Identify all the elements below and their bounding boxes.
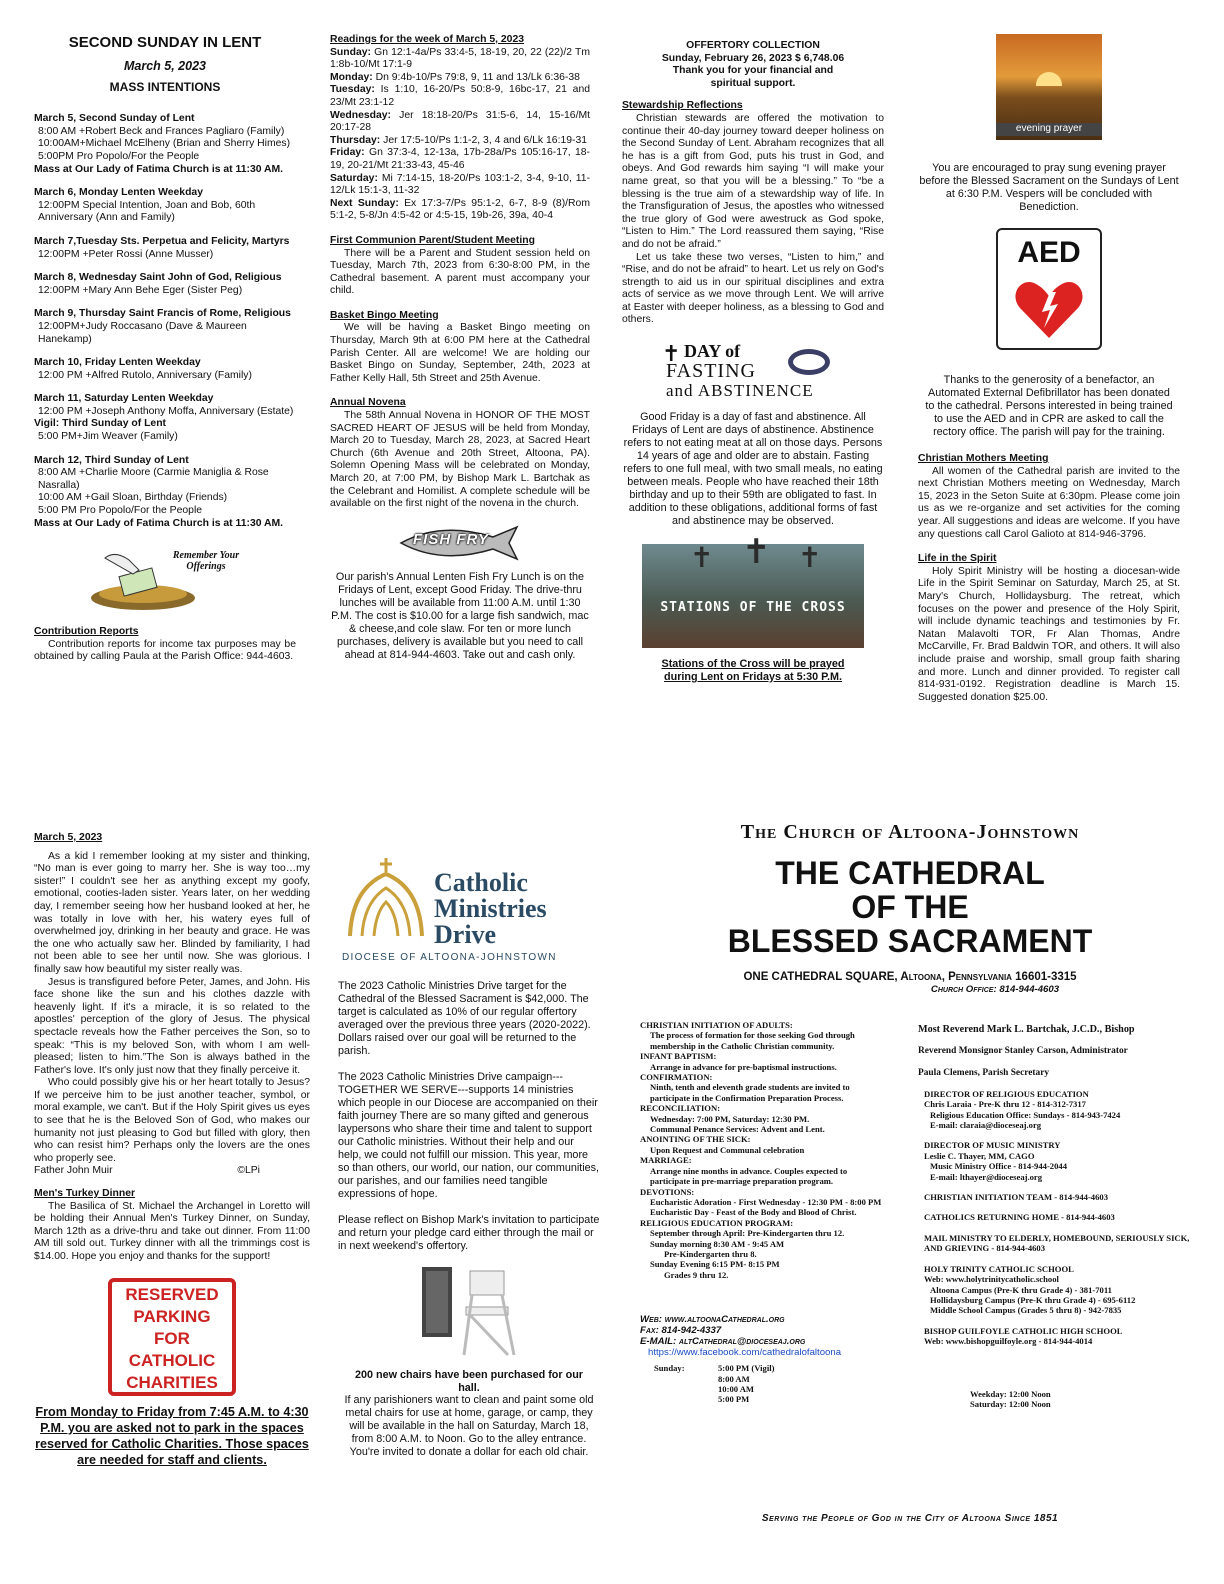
heart-icon bbox=[1014, 278, 1084, 340]
reading-entry bbox=[330, 173, 590, 198]
cathedral-title-2: OF THE bbox=[851, 889, 969, 925]
email-link[interactable]: E-MAIL: altCathedral@dioceseaj.org bbox=[640, 1336, 806, 1348]
readings-heading: Readings for the week of March 5, 2023 bbox=[330, 34, 525, 45]
sacrament-detail: Communal Penance Services: Advent and Lent. bbox=[650, 1124, 825, 1135]
cover-footer: Serving the People of God in the City of Altoona Since 1851 bbox=[761, 1513, 1059, 1524]
fatima-mass-note: Mass at Our Lady of Fatima Church is at 11:30 AM. bbox=[34, 163, 284, 175]
ministry-entry bbox=[924, 1233, 1190, 1254]
cross-icon: ✝ bbox=[798, 542, 822, 574]
mass-intention: 8:00 AM +Robert Beck and Frances Pagliaro (Family) bbox=[38, 125, 285, 137]
evening-prayer-text: You are encouraged to pray sung evening prayer before the Blessed Sacrament on the Sundays of Lent at 6:30 P.M. Vespers will be concluded with Benediction. bbox=[919, 162, 1179, 213]
sunday-mass-time: 5:00 PM bbox=[718, 1394, 750, 1405]
christian-mothers-text: All women of the Cathedral parish are invited to the next Christian Mothers meeting on Wednesday, March 15, 2023 in the Seton Suite at 6:30pm. Please come join us as we re-organize and set activities for the coming year. All suggestions and ideas are welcome. If you have any questions call Carol Galioto at 814-946-3796. bbox=[918, 465, 1180, 540]
offerings-illustration bbox=[85, 546, 245, 616]
christian-mothers-heading: Christian Mothers Meeting bbox=[918, 453, 1049, 464]
church-office-phone: Church Office: 814-944-4603 bbox=[930, 984, 1060, 995]
annual-novena-text: The 58th Annual Novena in HONOR OF THE MOST SACRED HEART OF JESUS will be held from Monday, March 20 to Tuesday, March 28, 2023, at Sacred Heart Church (6th Avenue and 20th Street, Altoona, PA). Solemn Opening Mass will be celebrated on Monday, March 20, at 7:00 PM, by Bishop Mark L. Bartchak as the Celebrant and Homilist. A complete schedule will be available on the first night of the novena in the church. bbox=[330, 410, 590, 510]
chairs-heading: 200 new chairs have been purchased for our hall. bbox=[354, 1369, 584, 1394]
ministry-entry bbox=[924, 1089, 1190, 1131]
cross-icon: ✝ bbox=[690, 542, 714, 574]
logo-diocese: DIOCESE OF ALTOONA-JOHNSTOWN bbox=[342, 952, 557, 963]
folding-chairs-image bbox=[414, 1261, 524, 1357]
stewardship-text-2: Let us take these two verses, “Listen to him,” and “Rise, and do not be afraid” to heart. Let us rely on God's strength to aid us in our spiritual disciplines and extra acts of service as we move through Lent. We will arrive at Easter with deeper holiness, as a blessing to God and others. bbox=[622, 251, 884, 326]
ministry-detail: Middle School Campus (Grades 5 thru 8) - 942-7835 bbox=[930, 1305, 1122, 1316]
cross-icon: ✝ bbox=[662, 341, 681, 367]
ministry-detail: Web: www.bishopguilfoyle.org - 814-944-4014 bbox=[924, 1336, 1093, 1347]
sacrament-detail: Wednesday: 7:00 PM, Saturday: 12:30 PM. bbox=[650, 1113, 810, 1124]
fasting-abstinence-logo bbox=[638, 339, 868, 405]
contribution-reports-text: Contribution reports for income tax purposes may be obtained by calling Paula at the Parish Office: 944-4603. bbox=[34, 638, 296, 663]
mass-intention: 5:00PM Pro Popolo/For the People bbox=[38, 150, 200, 162]
sacrament-heading: MARRIAGE: bbox=[640, 1155, 692, 1166]
mass-day-heading: March 12, Third Sunday of Lent bbox=[34, 454, 189, 466]
reading-citation: Mi 7:14-15, 18-20/Ps 103:1-2, 3-4, 9-10, 11-12/Lk 15:1-3, 11-32 bbox=[330, 172, 590, 197]
sacrament-heading: CONFIRMATION: bbox=[640, 1072, 713, 1083]
mass-intentions-heading: MASS INTENTIONS bbox=[109, 79, 221, 94]
ministry-detail: E-mail: claraia@dioceseaj.org bbox=[930, 1120, 1042, 1131]
fasting-logo-day: DAY of bbox=[684, 341, 741, 362]
sacrament-detail: membership in the Catholic Christian community. bbox=[650, 1040, 835, 1051]
mass-intention: 12:00 PM +Joseph Anthony Moffa, Anniversary (Estate) bbox=[38, 405, 294, 417]
sacrament-detail: Grades 9 thru 12. bbox=[664, 1269, 729, 1280]
sacraments-list bbox=[640, 1020, 920, 1280]
website-link[interactable]: Web: www.altoonaCathedral.org bbox=[640, 1314, 785, 1326]
weekday-mass: Weekday: 12:00 Noon bbox=[970, 1388, 1051, 1399]
ministry-heading: DIRECTOR OF MUSIC MINISTRY bbox=[924, 1140, 1061, 1151]
mass-day bbox=[34, 357, 296, 382]
reserved-parking-sign bbox=[108, 1278, 236, 1396]
evening-prayer-caption: evening prayer bbox=[996, 123, 1102, 136]
bishop-name: Most Reverend Mark L. Bartchak, J.C.D., Bishop bbox=[918, 1024, 1135, 1035]
sunday-mass-time: 10:00 AM bbox=[718, 1383, 755, 1394]
sacrament-detail: Pre-Kindergarten thru 8. bbox=[664, 1248, 757, 1259]
offertory-column bbox=[622, 40, 884, 683]
contact-block bbox=[640, 1314, 920, 1359]
fasting-text: Good Friday is a day of fast and abstinence. All Fridays of Lent are days of abstinence. Abstinence refers to not eating meat at all on those days. Persons 14 years of age and older are to abstain. Fasting refers to one full meal, with two small meals, no eating between meals. People who have reached their 18th birthday and up to their 59th are obligated to fast. In addition to these obligations, additional forms of fast and abstinence may be observed. bbox=[623, 411, 883, 528]
ministry-directory bbox=[918, 1089, 1190, 1347]
reading-entry bbox=[330, 198, 590, 223]
chairs-text: If any parishioners want to clean and paint some old metal chairs for use at home, garage, or camp, they will be available in the hall on Saturday, March 18, from 8:00 A.M. to Noon. Go to the alley entrance. You're invited to donate a dollar for each old chair. bbox=[344, 1394, 594, 1459]
mass-day bbox=[34, 393, 296, 443]
reflection-date: March 5, 2023 bbox=[34, 832, 103, 843]
reading-citation: Jer 17:5-10/Ps 1:1-2, 3, 4 and 6/Lk 16:19-31 bbox=[383, 134, 588, 146]
sacrament-heading: RELIGIOUS EDUCATION PROGRAM: bbox=[640, 1217, 794, 1228]
catholic-ministries-drive-logo bbox=[338, 856, 600, 964]
sacrament-heading: RECONCILIATION: bbox=[640, 1103, 721, 1114]
ministry-heading: CHRISTIAN INITIATION TEAM - 814-944-4603 bbox=[924, 1192, 1108, 1203]
reading-citation: Is 1:10, 16-20/Ps 50:8-9, 16bc-17, 21 and 23/Mt 23:1-12 bbox=[330, 84, 590, 108]
ministry-entry bbox=[924, 1264, 1190, 1316]
mass-intention: 12:00PM +Peter Rossi (Anne Musser) bbox=[38, 248, 214, 260]
evening-prayer-image bbox=[996, 34, 1102, 140]
mass-day-heading: March 5, Second Sunday of Lent bbox=[34, 113, 195, 125]
reading-day: Friday: bbox=[330, 147, 365, 159]
mass-day-heading: March 8, Wednesday Saint John of God, Religious bbox=[34, 272, 282, 284]
mass-intention: 10:00 AM +Gail Sloan, Birthday (Friends) bbox=[38, 492, 228, 504]
ministry-entry bbox=[924, 1192, 1190, 1202]
offerings-caption: Remember Your Offerings bbox=[172, 550, 240, 573]
aed-text: Thanks to the generosity of a benefactor, an Automated External Defibrillator has been donated to the cathedral. Persons interested in being trained to use the AED and in CPR are asked to call the rectory office. The parish will pay for the training. bbox=[925, 374, 1173, 438]
stations-image-caption: STATIONS OF THE CROSS bbox=[660, 600, 846, 616]
reflection-text-1: As a kid I remember looking at my sister and thinking, “No man is ever going to marry her. She is way too…my sister!” I couldn't see her as anything except my goofy, emotional, cooties-laden sister. Years later, on her wedding day, I remember seeing how her husband looked at her, he was totally in love with her, his watery eyes full of overwhelmed joy, drinking in her beauty and grace. He was the one who actually saw her. Blinded by familiarity, I had not been able to see her until now. She was glorious. I finally saw how beautiful my sister really was. bbox=[34, 850, 310, 975]
ministry-heading: DIRECTOR OF RELIGIOUS EDUCATION bbox=[924, 1088, 1089, 1099]
church-name: The Church of Altoona-Johnstown bbox=[740, 821, 1080, 843]
stewardship-heading: Stewardship Reflections bbox=[622, 100, 743, 112]
ministry-heading: BISHOP GUILFOYLE CATHOLIC HIGH SCHOOL bbox=[924, 1325, 1123, 1336]
parking-notice: From Monday to Friday from 7:45 A.M. to 4:30 P.M. you are asked not to park in the spaces reserved for Catholic Charities. Those spaces are needed for staff and clients. bbox=[35, 1404, 309, 1467]
mass-day-heading: March 6, Monday Lenten Weekday bbox=[34, 187, 203, 199]
reading-day: Tuesday: bbox=[330, 84, 375, 96]
reading-citation: Ex 17:3-7/Ps 95:1-2, 6-7, 8-9 (8)/Rom 5:1-2, 5-8/Jn 4:5-42 or 4:5-15, 19b-26, 39a, 40-4 bbox=[330, 197, 590, 222]
basket-bingo-text: We will be having a Basket Bingo meeting on Thursday, March 9th at 6:00 PM here at the Cathedral Parish Center. All are welcome! We are holding our Basket Bingo on Sunday, September, 24th, 2023 at Father Kelly Hall, 5th Street and 25th Avenue. bbox=[330, 322, 590, 384]
mass-day-heading: March 10, Friday Lenten Weekday bbox=[34, 357, 201, 369]
reading-entry bbox=[330, 72, 590, 85]
stations-text: Stations of the Cross will be prayed during Lent on Fridays at 5:30 P.M. bbox=[661, 658, 845, 683]
logo-line-2: Ministries bbox=[434, 894, 547, 923]
stations-of-the-cross-image bbox=[642, 533, 864, 648]
cathedral-address: ONE CATHEDRAL SQUARE, Altoona, Pennsylvania 16601-3315 bbox=[743, 971, 1077, 983]
reading-citation: Dn 9:4b-10/Ps 79:8, 9, 11 and 13/Lk 6:36-38 bbox=[375, 71, 580, 83]
drive-text-1: The 2023 Catholic Ministries Drive target for the Cathedral of the Blessed Sacrament is $42,000. The target is calculated as 10% of our regular offertory averaged over the previous three years (2020-2022). Dollars raised over our goal will be returned to the parish. bbox=[338, 980, 591, 1057]
reading-day: Next Sunday: bbox=[330, 197, 399, 209]
mass-intention: 5:00 PM Pro Popolo/For the People bbox=[38, 505, 203, 517]
sacrament-detail: September through April: Pre-Kindergarten thru 12. bbox=[650, 1228, 845, 1239]
vigil-heading: Vigil: Third Sunday of Lent bbox=[34, 418, 166, 430]
fax-number: Fax: 814-942-4337 bbox=[640, 1325, 722, 1337]
reflection-column bbox=[34, 832, 310, 1468]
reading-entry bbox=[330, 147, 590, 172]
fasting-logo-fasting: FASTING bbox=[666, 360, 756, 383]
reading-day: Wednesday: bbox=[330, 109, 392, 121]
ministry-entry bbox=[924, 1326, 1190, 1347]
sacrament-heading: CHRISTIAN INITIATION OF ADULTS: bbox=[640, 1020, 793, 1030]
sign-line-3: FOR bbox=[154, 1328, 190, 1348]
evening-prayer-column bbox=[918, 34, 1180, 704]
ministry-heading: CATHOLICS RETURNING HOME - 814-944-4603 bbox=[924, 1212, 1115, 1223]
sunday-mass-time: 8:00 AM bbox=[718, 1373, 750, 1384]
offertory-heading: OFFERTORY COLLECTION bbox=[686, 40, 820, 51]
sign-line-4: CATHOLIC bbox=[128, 1350, 216, 1370]
offertory-amount: Sunday, February 26, 2023 $ 6,748.06 bbox=[661, 52, 845, 64]
clergy-staff-info bbox=[918, 1024, 1190, 1409]
ministry-heading: HOLY TRINITY CATHOLIC SCHOOL bbox=[924, 1263, 1074, 1274]
sacrament-detail: Eucharistic Adoration - First Wednesday - 12:30 PM - 8:00 PM bbox=[650, 1196, 882, 1207]
ministry-detail: Hollidaysburg Campus (Pre-K thru Grade 4) - 695-6112 bbox=[930, 1294, 1136, 1305]
mass-day bbox=[34, 187, 296, 225]
reading-day: Monday: bbox=[330, 71, 373, 83]
cover-page bbox=[630, 820, 1190, 1524]
fish-fry-logo bbox=[395, 525, 525, 561]
readings-list bbox=[330, 47, 590, 223]
sacrament-detail: participate in the Confirmation Preparation Process. bbox=[650, 1092, 844, 1103]
sign-line-1: RESERVED bbox=[125, 1284, 219, 1304]
contribution-reports-heading: Contribution Reports bbox=[34, 626, 139, 638]
facebook-link[interactable]: https://www.facebook.com/cathedralofaltoona bbox=[648, 1347, 842, 1359]
cross-icon: ✝ bbox=[742, 533, 771, 572]
reading-citation: Gn 12:1-4a/Ps 33:4-5, 18-19, 20, 22 (22)/2 Tm 1:8b-10/Mt 17:1-9 bbox=[330, 46, 590, 71]
ministry-heading: MAIL MINISTRY TO ELDERLY, HOMEBOUND, SERIOUSLY SICK, AND GRIEVING - 814-944-4603 bbox=[924, 1232, 1190, 1254]
ministry-detail: Chris Laraia - Pre-K thru 12 - 814-312-7317 bbox=[924, 1099, 1086, 1110]
sacrament-detail: Sunday morning 8:30 AM - 9:45 AM bbox=[650, 1238, 785, 1249]
mass-day-heading: March 9, Thursday Saint Francis of Rome, Religious bbox=[34, 308, 291, 320]
mass-intention: 12:00PM+Judy Roccasano (Dave & Maureen Hanekamp) bbox=[38, 320, 247, 345]
cathedral-title-3: BLESSED SACRAMENT bbox=[727, 923, 1093, 959]
reading-day: Saturday: bbox=[330, 172, 378, 184]
ministries-drive-column bbox=[338, 856, 600, 1459]
sacraments-info bbox=[640, 1020, 920, 1405]
reflection-byline bbox=[34, 1165, 310, 1178]
weekday-mass-times bbox=[918, 1389, 1190, 1410]
sunday-times-list bbox=[718, 1363, 774, 1405]
ministry-detail: Web: www.holytrinitycatholic.school bbox=[924, 1274, 1059, 1285]
ministry-detail: Altoona Campus (Pre-K thru Grade 4) - 381-7011 bbox=[930, 1284, 1112, 1295]
mass-day-heading: March 11, Saturday Lenten Weekday bbox=[34, 393, 214, 405]
sun-icon bbox=[1036, 72, 1062, 86]
reflection-author: Father John Muir bbox=[34, 1165, 113, 1177]
reading-citation: Jer 18:18-20/Ps 31:5-6, 14, 15-16/Mt 20:17-28 bbox=[330, 109, 591, 134]
reflection-text-2: Jesus is transfigured before Peter, James, and John. His face shone like the sun and his clothes dazzle with heavenly light. If it's a miracle, it is so related to the apostles' perception of the glory of Jesus. The physical spectacle reveals how the Father perceives the Son, so to speak: “This is my beloved Son, with whom I am well-pleased; listen to him.”The Son is always bathed in the Father's love. It's only just now that they finally perceive it. bbox=[34, 976, 310, 1076]
offertory-thanks: Thank you for your financial and spiritual support. bbox=[672, 65, 834, 89]
saturday-mass: Saturday: 12:00 Noon bbox=[970, 1398, 1051, 1409]
mass-intention: 12:00 PM +Alfred Rutolo, Anniversary (Family) bbox=[38, 369, 252, 381]
sacrament-heading: INFANT BAPTISM: bbox=[640, 1051, 717, 1062]
mass-intention: 12:00PM Special Intention, Joan and Bob, 60th Anniversary (Ann and Family) bbox=[38, 199, 256, 224]
basket-bingo-heading: Basket Bingo Meeting bbox=[330, 309, 439, 321]
reading-day: Thursday: bbox=[330, 134, 381, 146]
reading-entry bbox=[330, 135, 590, 148]
cathedral-arch-icon bbox=[346, 858, 426, 938]
aed-sign bbox=[996, 228, 1102, 350]
life-in-the-spirit-heading: Life in the Spirit bbox=[918, 553, 997, 565]
first-communion-text: There will be a Parent and Student session held on Tuesday, March 7th, 2023 from 6:30-8:00 PM, in the Cathedral basement. A parent must accompany your child. bbox=[330, 247, 590, 297]
sunday-label: Sunday: bbox=[654, 1363, 685, 1374]
mass-intentions-list bbox=[34, 113, 296, 530]
reading-entry bbox=[330, 84, 590, 109]
drive-text-2: The 2023 Catholic Ministries Drive campaign---TOGETHER WE SERVE---supports 14 ministries which people in our Diocese are accompanied on their faith journey There are so many gifted and generous laypersons who share their time and talent to support our Catholic ministries. Without their help and our help, we could not fulfill our mission. This year, more so than others, our world, our nation, our communities, our parishes, and our families need tangible expressions of hope. bbox=[338, 1071, 600, 1200]
administrator-name: Reverend Monsignor Stanley Carson, Administrator bbox=[918, 1046, 1128, 1056]
sacrament-heading: ANOINTING OF THE SICK: bbox=[640, 1134, 751, 1145]
fish-fry-text: Our parish's Annual Lenten Fish Fry Lunch is on the Fridays of Lent, except Good Friday. The drive-thru lunches will be available from 11:00 A.M. until 1:30 P.M. The cost is $10.00 for a large fish sandwich, mac & cheese,and cole slaw. For ten or more lunch purchases, delivery is available but you need to call ahead at 814-944-4603. Take out and cash only. bbox=[331, 570, 589, 661]
ministry-detail: Religious Education Office: Sundays - 814-943-7424 bbox=[930, 1109, 1121, 1120]
secretary-name: Paula Clemens, Parish Secretary bbox=[918, 1068, 1050, 1079]
fatima-mass-note: Mass at Our Lady of Fatima Church is at 11:30 AM. bbox=[34, 517, 284, 529]
reflection-credit: ©LPi bbox=[237, 1165, 260, 1177]
sacrament-detail: Sunday Evening 6:15 PM- 8:15 PM bbox=[650, 1259, 780, 1270]
drive-text-3: Please reflect on Bishop Mark's invitation to participate and return your pledge card either through the mail or in next weekend's offertory. bbox=[338, 1214, 600, 1252]
mass-intention: 10:00AM+Michael McElheny (Brian and Sherry Himes) bbox=[38, 138, 291, 150]
sunday-mass-times bbox=[640, 1363, 920, 1405]
turkey-dinner-text: The Basilica of St. Michael the Archangel in Loretto will be holding their Annual Men's Turkey Dinner, on Sunday, March 12th as a drive-thru and take out dinner. From 11:00 AM till sold out. Turkey dinner with all the trimmings cost is $14.00. Hope you enjoy and thanks for the support! bbox=[34, 1200, 310, 1262]
mass-intention: 8:00 AM +Charlie Moore (Carmie Maniglia & Rose Nasralla) bbox=[38, 467, 269, 491]
sign-line-2: PARKING bbox=[133, 1306, 211, 1326]
sign-line-5: CHARITIES bbox=[126, 1372, 218, 1392]
ministry-detail: Leslie C. Thayer, MM, CAGO bbox=[924, 1150, 1035, 1161]
reading-day: Sunday: bbox=[330, 46, 371, 58]
sunday-mass-time: 5:00 PM (Vigil) bbox=[718, 1363, 775, 1374]
annual-novena-heading: Annual Novena bbox=[330, 397, 406, 409]
mass-intention: 5:00 PM+Jim Weaver (Family) bbox=[38, 431, 178, 443]
fish-fry-logo-text: FISH FRY bbox=[413, 530, 490, 548]
sacrament-detail: participate in pre-marriage preparation program. bbox=[650, 1176, 834, 1187]
logo-line-1: Catholic bbox=[434, 868, 528, 897]
stewardship-text-1: Christian stewards are offered the motivation to continue their 40-day journey toward deeper holiness on the Second Sunday of Lent. Abraham recognizes that all he has is a gift from God, puts his trust in God, and obeys. And God rewards him saying “I will make your name great, so that you will be a blessing.” To “be a blessing is the true aim of a stewardship way of life. In the Transfiguration of Jesus, the apostles who witnessed the true glory of God were awestruck as God spoke, “Listen to Him.” The Lord reassured them saying, “Rise and do not be afraid.” bbox=[622, 112, 884, 250]
ministry-entry bbox=[924, 1140, 1190, 1182]
sacrament-detail: Ninth, tenth and eleventh grade students are invited to bbox=[650, 1082, 850, 1093]
sacrament-detail: Arrange in advance for pre-baptismal instructions. bbox=[650, 1061, 837, 1072]
aed-sign-text: AED bbox=[1017, 236, 1081, 269]
mass-day bbox=[34, 236, 296, 261]
mass-day bbox=[34, 272, 296, 297]
mass-day bbox=[34, 455, 296, 531]
life-in-the-spirit-text: Holy Spirit Ministry will be hosting a diocesan-wide Life in the Spirit Seminar on Saturday, March 25, at St. Mary's Church, Hollidaysburg. The retreat, which focuses on the power and presence of the Holy Spirit, will include dynamic teachings and testimonies by Fr. Natan Malavolti TOR, Fr Alan Thomas, Andre McCarville, Fr. Brad Baldwin TOR, and others. It will also include praise and worship, small group faith sharing and more. Lunch and dinner provided. To register call 814-931-0192. Registration deadline is March 15. Suggested donation $25.00. bbox=[918, 565, 1180, 703]
ministry-detail: E-mail: lthayer@dioceseaj.org bbox=[930, 1171, 1043, 1182]
reflection-text-3: Who could possibly give his or her heart totally to Jesus? If we perceive him to be just another teacher, symbol, or moral example, we can't. But if the Holy Spirit gives us eyes to see that he is the Beloved Son of God, who makes our humanity not just pleasing to God but filled with glory, then who can resist him? Perhaps only the lovers are the ones who properly see. bbox=[34, 1077, 310, 1164]
ministry-entry bbox=[924, 1212, 1190, 1222]
sacrament-detail: Arrange nine months in advance. Couples expected to bbox=[650, 1165, 848, 1176]
sacrament-detail: The process of formation for those seeking God through bbox=[650, 1030, 855, 1041]
crown-of-thorns-icon bbox=[788, 349, 830, 375]
mass-intention: 12:00PM +Mary Ann Behe Eger (Sister Peg) bbox=[38, 284, 243, 296]
sacrament-heading: DEVOTIONS: bbox=[640, 1186, 695, 1197]
reading-citation: Gn 37:3-4, 12-13a, 17b-28a/Ps 105:16-17, 18-19, 20-21/Mt 21:33-43, 45-46 bbox=[330, 147, 590, 171]
logo-line-3: Drive bbox=[434, 920, 497, 949]
mass-day bbox=[34, 113, 296, 176]
reading-entry bbox=[330, 110, 590, 135]
fasting-logo-abstinence: and ABSTINENCE bbox=[666, 381, 814, 401]
ministry-detail: Music Ministry Office - 814-944-2044 bbox=[930, 1161, 1067, 1172]
page-title: SECOND SUNDAY IN LENT bbox=[68, 34, 262, 51]
mass-day bbox=[34, 308, 296, 346]
mass-day-heading: March 7,Tuesday Sts. Perpetua and Felicity, Martyrs bbox=[34, 235, 290, 247]
reading-entry bbox=[330, 47, 590, 72]
turkey-dinner-heading: Men's Turkey Dinner bbox=[34, 1188, 136, 1200]
bulletin-date: March 5, 2023 bbox=[124, 59, 206, 73]
mass-intentions-column bbox=[34, 34, 296, 664]
readings-column bbox=[330, 34, 590, 662]
cathedral-title-1: THE CATHEDRAL bbox=[775, 855, 1045, 891]
first-communion-heading: First Communion Parent/Student Meeting bbox=[330, 234, 535, 246]
sacrament-detail: Eucharistic Day - Feast of the Body and Blood of Christ. bbox=[650, 1207, 857, 1218]
sacrament-detail: Upon Request and Communal celebration bbox=[650, 1144, 805, 1155]
